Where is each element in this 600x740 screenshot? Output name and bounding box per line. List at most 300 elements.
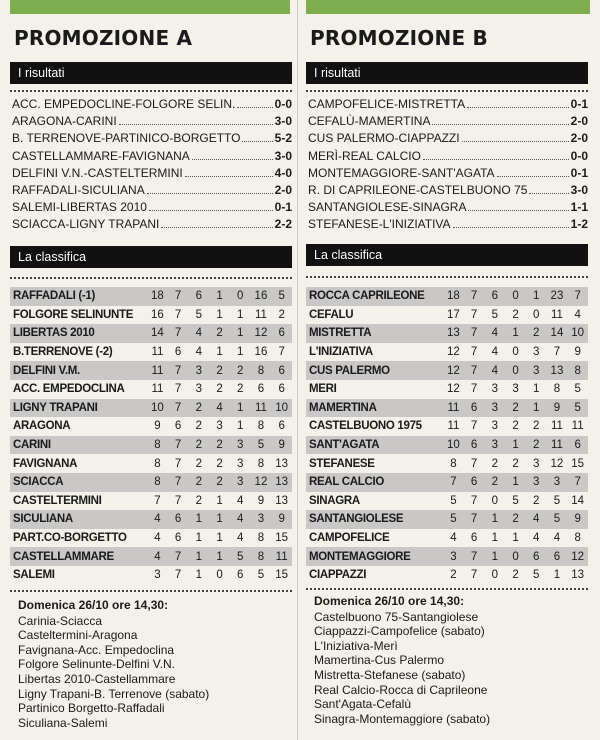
dot-leader	[529, 193, 568, 194]
header-color-strip-b	[306, 0, 590, 14]
stat-cell: 2	[491, 476, 499, 489]
standings-row	[306, 529, 588, 548]
stat-cell: 12	[447, 364, 460, 377]
stat-cell: 2	[216, 457, 223, 470]
team-name: MISTRETTA	[309, 327, 372, 340]
result-teams: SALEMI-LIBERTAS 2010	[12, 200, 147, 215]
stat-cell: 1	[216, 346, 223, 359]
stat-cell: 3	[491, 401, 499, 414]
stat-cell: 8	[257, 420, 265, 433]
stat-cell: 4	[553, 532, 561, 545]
standings-row	[306, 566, 588, 585]
stat-cell: 7	[470, 346, 478, 359]
stat-cell: 2	[216, 439, 223, 452]
stat-cell: 5	[533, 569, 540, 582]
stat-cell: 11	[151, 364, 164, 377]
stat-cell: 12	[447, 346, 460, 359]
stat-cell: 11	[447, 420, 460, 433]
stat-cell: 6	[174, 513, 182, 526]
stat-cell: 2	[491, 457, 499, 470]
stat-cell: 1	[237, 327, 244, 340]
stat-cell: 3	[237, 457, 244, 470]
stat-cell: 13	[447, 327, 460, 340]
stat-cell: 6	[553, 550, 561, 563]
stat-cell: 3	[533, 364, 540, 377]
stat-cell: 5	[491, 308, 499, 321]
stat-cell: 5	[237, 550, 244, 563]
stat-cell: 6	[257, 383, 265, 396]
fixtures-block	[314, 594, 490, 726]
standings-row	[10, 454, 292, 473]
stat-cell: 2	[512, 569, 519, 582]
result-row	[12, 182, 292, 199]
standings-row	[10, 399, 292, 418]
stat-cell: 2	[216, 476, 223, 489]
result-score: 2-0	[570, 114, 588, 129]
stat-cell: 12	[254, 476, 268, 489]
stat-cell: 2	[278, 308, 285, 321]
stat-cell: 4	[237, 532, 244, 545]
standings-row	[306, 436, 588, 455]
standings-row	[306, 306, 588, 325]
team-name: LIBERTAS 2010	[13, 327, 95, 340]
stat-cell: 8	[154, 439, 161, 452]
section-title: PROMOZIONE A	[14, 26, 193, 50]
stat-cell: 6	[470, 532, 478, 545]
stat-cell: 15	[571, 457, 585, 470]
stat-cell: 17	[447, 308, 460, 321]
stat-cell: 6	[533, 550, 540, 563]
team-name: CIAPPAZZI	[309, 569, 367, 582]
stat-cell: 3	[216, 420, 223, 433]
team-name: PART.CO-BORGETTO	[13, 532, 127, 545]
dotted-divider	[306, 588, 588, 590]
result-row	[12, 216, 292, 233]
stat-cell: 7	[574, 290, 581, 303]
stat-cell: 10	[151, 401, 164, 414]
team-name: SANT'AGATA	[309, 439, 380, 452]
stat-cell: 0	[216, 569, 223, 582]
stat-cell: 1	[237, 346, 244, 359]
stat-cell: 1	[512, 439, 519, 452]
column-divider	[297, 0, 298, 740]
stat-cell: 7	[174, 550, 182, 563]
team-name: SCIACCA	[13, 476, 64, 489]
fixture-line: Mamertina-Cus Palermo	[314, 653, 445, 668]
result-score: 0-1	[570, 165, 588, 180]
stat-cell: 4	[237, 494, 244, 507]
section-title: PROMOZIONE B	[310, 26, 488, 50]
team-name: CAMPOFELICE	[309, 532, 390, 545]
fixture-line: Castelbuono 75-Santangiolese	[314, 609, 479, 624]
stat-cell: 16	[254, 346, 268, 359]
standings-row	[306, 547, 588, 566]
dot-leader	[242, 141, 272, 142]
dot-leader	[185, 176, 273, 177]
stat-cell: 11	[275, 550, 288, 563]
dot-leader	[237, 107, 272, 108]
stat-cell: 8	[154, 476, 161, 489]
stat-cell: 5	[553, 513, 561, 526]
stat-cell: 1	[491, 550, 499, 563]
stat-cell: 15	[275, 532, 289, 545]
stat-cell: 12	[571, 550, 585, 563]
stat-cell: 7	[470, 550, 478, 563]
stat-cell: 11	[447, 401, 460, 414]
stat-cell: 3	[512, 383, 519, 396]
stat-cell: 4	[491, 346, 499, 359]
result-score: 3-0	[274, 148, 292, 163]
stat-cell: 5	[257, 439, 265, 452]
stat-cell: 4	[216, 401, 223, 414]
team-name: MONTEMAGGIORE	[309, 550, 411, 563]
standings-row	[10, 417, 292, 436]
result-score: 2-0	[274, 182, 292, 197]
stat-cell: 7	[470, 569, 478, 582]
results-header-bar: I risultati	[10, 62, 292, 84]
stat-cell: 11	[151, 346, 164, 359]
result-row	[308, 148, 588, 165]
team-name: SANTANGIOLESE	[309, 513, 404, 526]
standings-table	[10, 287, 292, 585]
stat-cell: 7	[154, 494, 161, 507]
result-row	[12, 96, 292, 113]
stat-cell: 6	[174, 532, 182, 545]
stat-cell: 11	[571, 420, 584, 433]
header-color-strip-a	[10, 0, 290, 14]
fixture-line: L'Iniziativa-Merì	[314, 638, 398, 653]
team-name: ROCCA CAPRILEONE	[309, 290, 425, 303]
stat-cell: 3	[533, 476, 540, 489]
stat-cell: 2	[512, 308, 519, 321]
stat-cell: 13	[571, 569, 585, 582]
standings-row	[10, 343, 292, 362]
stat-cell: 0	[533, 308, 540, 321]
stat-cell: 1	[216, 290, 223, 303]
result-teams: DELFINI V.N.-CASTELTERMINI	[12, 165, 183, 180]
stat-cell: 13	[275, 476, 289, 489]
team-name: L'INIZIATIVA	[309, 346, 373, 359]
team-name: MERÌ	[309, 383, 337, 396]
stat-cell: 7	[470, 364, 478, 377]
stat-cell: 2	[450, 569, 457, 582]
stat-cell: 4	[574, 308, 581, 321]
result-teams: MONTEMAGGIORE-SANT'AGATA	[308, 165, 495, 180]
stat-cell: 2	[216, 383, 223, 396]
fixture-line: Ciappazzi-Campofelice (sabato)	[314, 624, 485, 639]
stat-cell: 1	[512, 476, 519, 489]
fixture-line: Favignana-Acc. Empedoclina	[18, 642, 175, 657]
result-teams: SCIACCA-LIGNY TRAPANI	[12, 217, 160, 232]
stat-cell: 6	[470, 401, 478, 414]
stat-cell: 2	[216, 327, 223, 340]
stat-cell: 5	[450, 494, 457, 507]
result-score: 0-1	[274, 200, 292, 215]
stat-cell: 3	[154, 569, 161, 582]
team-name: ARAGONA	[13, 420, 71, 433]
stat-cell: 11	[254, 308, 267, 321]
stat-cell: 5	[553, 494, 561, 507]
standings-row	[306, 473, 588, 492]
stat-cell: 2	[195, 401, 203, 414]
stat-cell: 1	[512, 532, 519, 545]
team-name: LIGNY TRAPANI	[13, 401, 98, 414]
stat-cell: 7	[174, 457, 182, 470]
standings-row	[10, 436, 292, 455]
stat-cell: 7	[470, 494, 478, 507]
stat-cell: 4	[195, 346, 203, 359]
standings-row	[10, 547, 292, 566]
stat-cell: 8	[257, 364, 265, 377]
stat-cell: 1	[512, 327, 519, 340]
stat-cell: 1	[491, 532, 499, 545]
result-score: 2-2	[274, 217, 292, 232]
stat-cell: 7	[174, 476, 182, 489]
team-name: SALEMI	[13, 569, 55, 582]
stat-cell: 7	[174, 401, 182, 414]
stat-cell: 0	[512, 346, 519, 359]
fixtures-heading: Domenica 26/10 ore 14,30:	[18, 598, 169, 612]
stat-cell: 7	[574, 476, 581, 489]
dot-leader	[497, 176, 569, 177]
stat-cell: 10	[571, 327, 585, 340]
fixture-line: Mistretta-Stefanese (sabato)	[314, 667, 466, 682]
stat-cell: 2	[195, 457, 203, 470]
stat-cell: 2	[237, 364, 244, 377]
fixture-line: Real Calcio-Rocca di Caprileone	[314, 682, 488, 697]
team-name: SINAGRA	[309, 494, 360, 507]
team-name: DELFINI V.M.	[13, 364, 80, 377]
result-row	[12, 148, 292, 165]
stat-cell: 1	[237, 420, 244, 433]
team-name: RAFFADALI (-1)	[13, 290, 96, 303]
results-header-bar: I risultati	[306, 62, 588, 84]
standings-table	[306, 287, 588, 585]
standings-row	[10, 306, 292, 325]
fixture-line: Sinagra-Montemaggiore (sabato)	[314, 711, 491, 726]
team-name: ACC. EMPEDOCLINA	[13, 383, 125, 396]
standings-row	[10, 287, 292, 306]
stat-cell: 1	[216, 513, 223, 526]
result-teams: CUS PALERMO-CIAPPAZZI	[308, 131, 460, 146]
stat-cell: 9	[257, 494, 265, 507]
fixtures-heading: Domenica 26/10 ore 14,30:	[314, 594, 465, 608]
result-score: 1-2	[570, 217, 588, 232]
fixture-line: Carinia-Sciacca	[18, 613, 103, 628]
stat-cell: 8	[574, 532, 581, 545]
stat-cell: 9	[154, 420, 161, 433]
stat-cell: 9	[574, 346, 581, 359]
standings-row	[306, 343, 588, 362]
stat-cell: 7	[470, 383, 478, 396]
stat-cell: 8	[553, 383, 561, 396]
result-row	[12, 130, 292, 147]
stat-cell: 5	[195, 308, 203, 321]
stat-cell: 0	[512, 550, 519, 563]
fixture-line: Folgore Selinunte-Delfini V.N.	[18, 657, 175, 672]
stat-cell: 7	[470, 308, 478, 321]
result-teams: MERÌ-REAL CALCIO	[308, 148, 421, 163]
dot-leader	[453, 227, 569, 228]
result-row	[308, 165, 588, 182]
standings-row	[10, 510, 292, 529]
result-score: 3-0	[274, 114, 292, 129]
team-name: STEFANESE	[309, 457, 375, 470]
stat-cell: 9	[553, 401, 561, 414]
stat-cell: 7	[174, 308, 182, 321]
standings-row	[10, 380, 292, 399]
team-name: B.TERRENOVE (-2)	[13, 346, 113, 359]
dotted-divider	[10, 277, 292, 279]
stat-cell: 12	[447, 383, 460, 396]
stat-cell: 11	[550, 439, 563, 452]
stat-cell: 7	[470, 290, 478, 303]
stat-cell: 5	[574, 383, 581, 396]
stat-cell: 3	[553, 476, 561, 489]
standings-row	[10, 473, 292, 492]
standings-row	[306, 361, 588, 380]
stat-cell: 4	[195, 327, 203, 340]
stat-cell: 12	[254, 327, 268, 340]
stat-cell: 1	[195, 532, 203, 545]
stat-cell: 7	[470, 327, 478, 340]
result-score: 2-0	[570, 131, 588, 146]
stat-cell: 2	[195, 476, 203, 489]
result-teams: B. TERRENOVE-PARTINICO-BORGETTO	[12, 131, 241, 146]
result-teams: STEFANESE-L'INIZIATIVA	[308, 217, 451, 232]
stat-cell: 3	[237, 476, 244, 489]
stat-cell: 13	[275, 494, 289, 507]
fixture-line: Partinico Borgetto-Raffadali	[18, 701, 165, 716]
stat-cell: 3	[450, 550, 457, 563]
result-row	[12, 165, 292, 182]
result-row	[12, 199, 292, 216]
stat-cell: 1	[553, 569, 561, 582]
standings-row	[10, 492, 292, 511]
stat-cell: 6	[278, 364, 285, 377]
stat-cell: 3	[491, 383, 499, 396]
stat-cell: 8	[257, 532, 265, 545]
stat-cell: 13	[275, 457, 289, 470]
standings-row	[306, 399, 588, 418]
stat-cell: 10	[275, 401, 289, 414]
stat-cell: 14	[550, 327, 564, 340]
dot-leader	[467, 107, 569, 108]
stat-cell: 2	[533, 439, 540, 452]
stat-cell: 8	[450, 457, 457, 470]
result-row	[308, 182, 588, 199]
stat-cell: 4	[154, 532, 161, 545]
result-teams: RAFFADALI-SICULIANA	[12, 182, 145, 197]
stat-cell: 7	[174, 383, 182, 396]
team-name: CARINI	[13, 439, 51, 452]
dotted-divider	[306, 276, 588, 278]
team-name: CASTELLAMMARE	[13, 550, 114, 563]
result-score: 5-2	[274, 131, 292, 146]
stat-cell: 1	[237, 401, 244, 414]
stat-cell: 7	[174, 569, 182, 582]
stat-cell: 15	[275, 569, 289, 582]
stat-cell: 1	[237, 308, 244, 321]
dot-leader	[147, 193, 273, 194]
stat-cell: 6	[278, 420, 285, 433]
stat-cell: 9	[278, 513, 285, 526]
stat-cell: 2	[237, 383, 244, 396]
result-score: 0-0	[570, 148, 588, 163]
stat-cell: 1	[533, 383, 540, 396]
standings-row	[306, 417, 588, 436]
result-score: 1-1	[570, 200, 588, 215]
stat-cell: 6	[470, 476, 478, 489]
dot-leader	[149, 210, 273, 211]
stat-cell: 5	[257, 569, 265, 582]
stat-cell: 0	[512, 290, 519, 303]
stat-cell: 1	[216, 308, 223, 321]
standings-row	[10, 566, 292, 585]
stat-cell: 8	[257, 550, 265, 563]
dotted-divider	[306, 90, 588, 92]
standings-row	[306, 380, 588, 399]
stat-cell: 6	[278, 383, 285, 396]
stat-cell: 2	[195, 494, 203, 507]
result-row	[308, 216, 588, 233]
stat-cell: 2	[512, 513, 519, 526]
standings-header-bar: La classifica	[10, 246, 292, 268]
dot-leader	[423, 159, 569, 160]
stat-cell: 2	[512, 457, 519, 470]
fixtures-list	[314, 610, 490, 727]
standings-row	[10, 324, 292, 343]
stat-cell: 16	[151, 308, 164, 321]
stat-cell: 0	[491, 494, 499, 507]
result-row	[308, 199, 588, 216]
dot-leader	[468, 210, 568, 211]
stat-cell: 7	[174, 327, 182, 340]
stat-cell: 7	[174, 364, 182, 377]
stat-cell: 4	[533, 513, 540, 526]
team-name: CASTELTERMINI	[13, 494, 102, 507]
fixture-line: Libertas 2010-Castellammare	[18, 671, 176, 686]
stat-cell: 11	[151, 383, 164, 396]
stat-cell: 9	[574, 513, 581, 526]
stat-cell: 11	[550, 420, 563, 433]
fixture-line: Ligny Trapani-B. Terrenove (sabato)	[18, 686, 210, 701]
stat-cell: 1	[195, 569, 203, 582]
stat-cell: 4	[154, 513, 161, 526]
stat-cell: 4	[533, 532, 540, 545]
stat-cell: 3	[491, 420, 499, 433]
stat-cell: 8	[154, 457, 161, 470]
standings-row	[306, 454, 588, 473]
standings-row	[306, 287, 588, 306]
stat-cell: 4	[154, 550, 161, 563]
dotted-divider	[10, 90, 292, 92]
standings-row	[10, 529, 292, 548]
fixture-line: Sant'Agata-Cefalù	[314, 697, 412, 712]
result-row	[308, 130, 588, 147]
stat-cell: 7	[470, 513, 478, 526]
stat-cell: 5	[450, 513, 457, 526]
stat-cell: 1	[195, 550, 203, 563]
stat-cell: 3	[195, 364, 203, 377]
result-score: 0-1	[570, 97, 588, 111]
stat-cell: 7	[470, 420, 478, 433]
stat-cell: 18	[447, 290, 460, 303]
stat-cell: 3	[257, 513, 265, 526]
standings-row	[10, 361, 292, 380]
stat-cell: 2	[533, 494, 540, 507]
result-teams: CASTELLAMMARE-FAVIGNANA	[12, 148, 190, 163]
